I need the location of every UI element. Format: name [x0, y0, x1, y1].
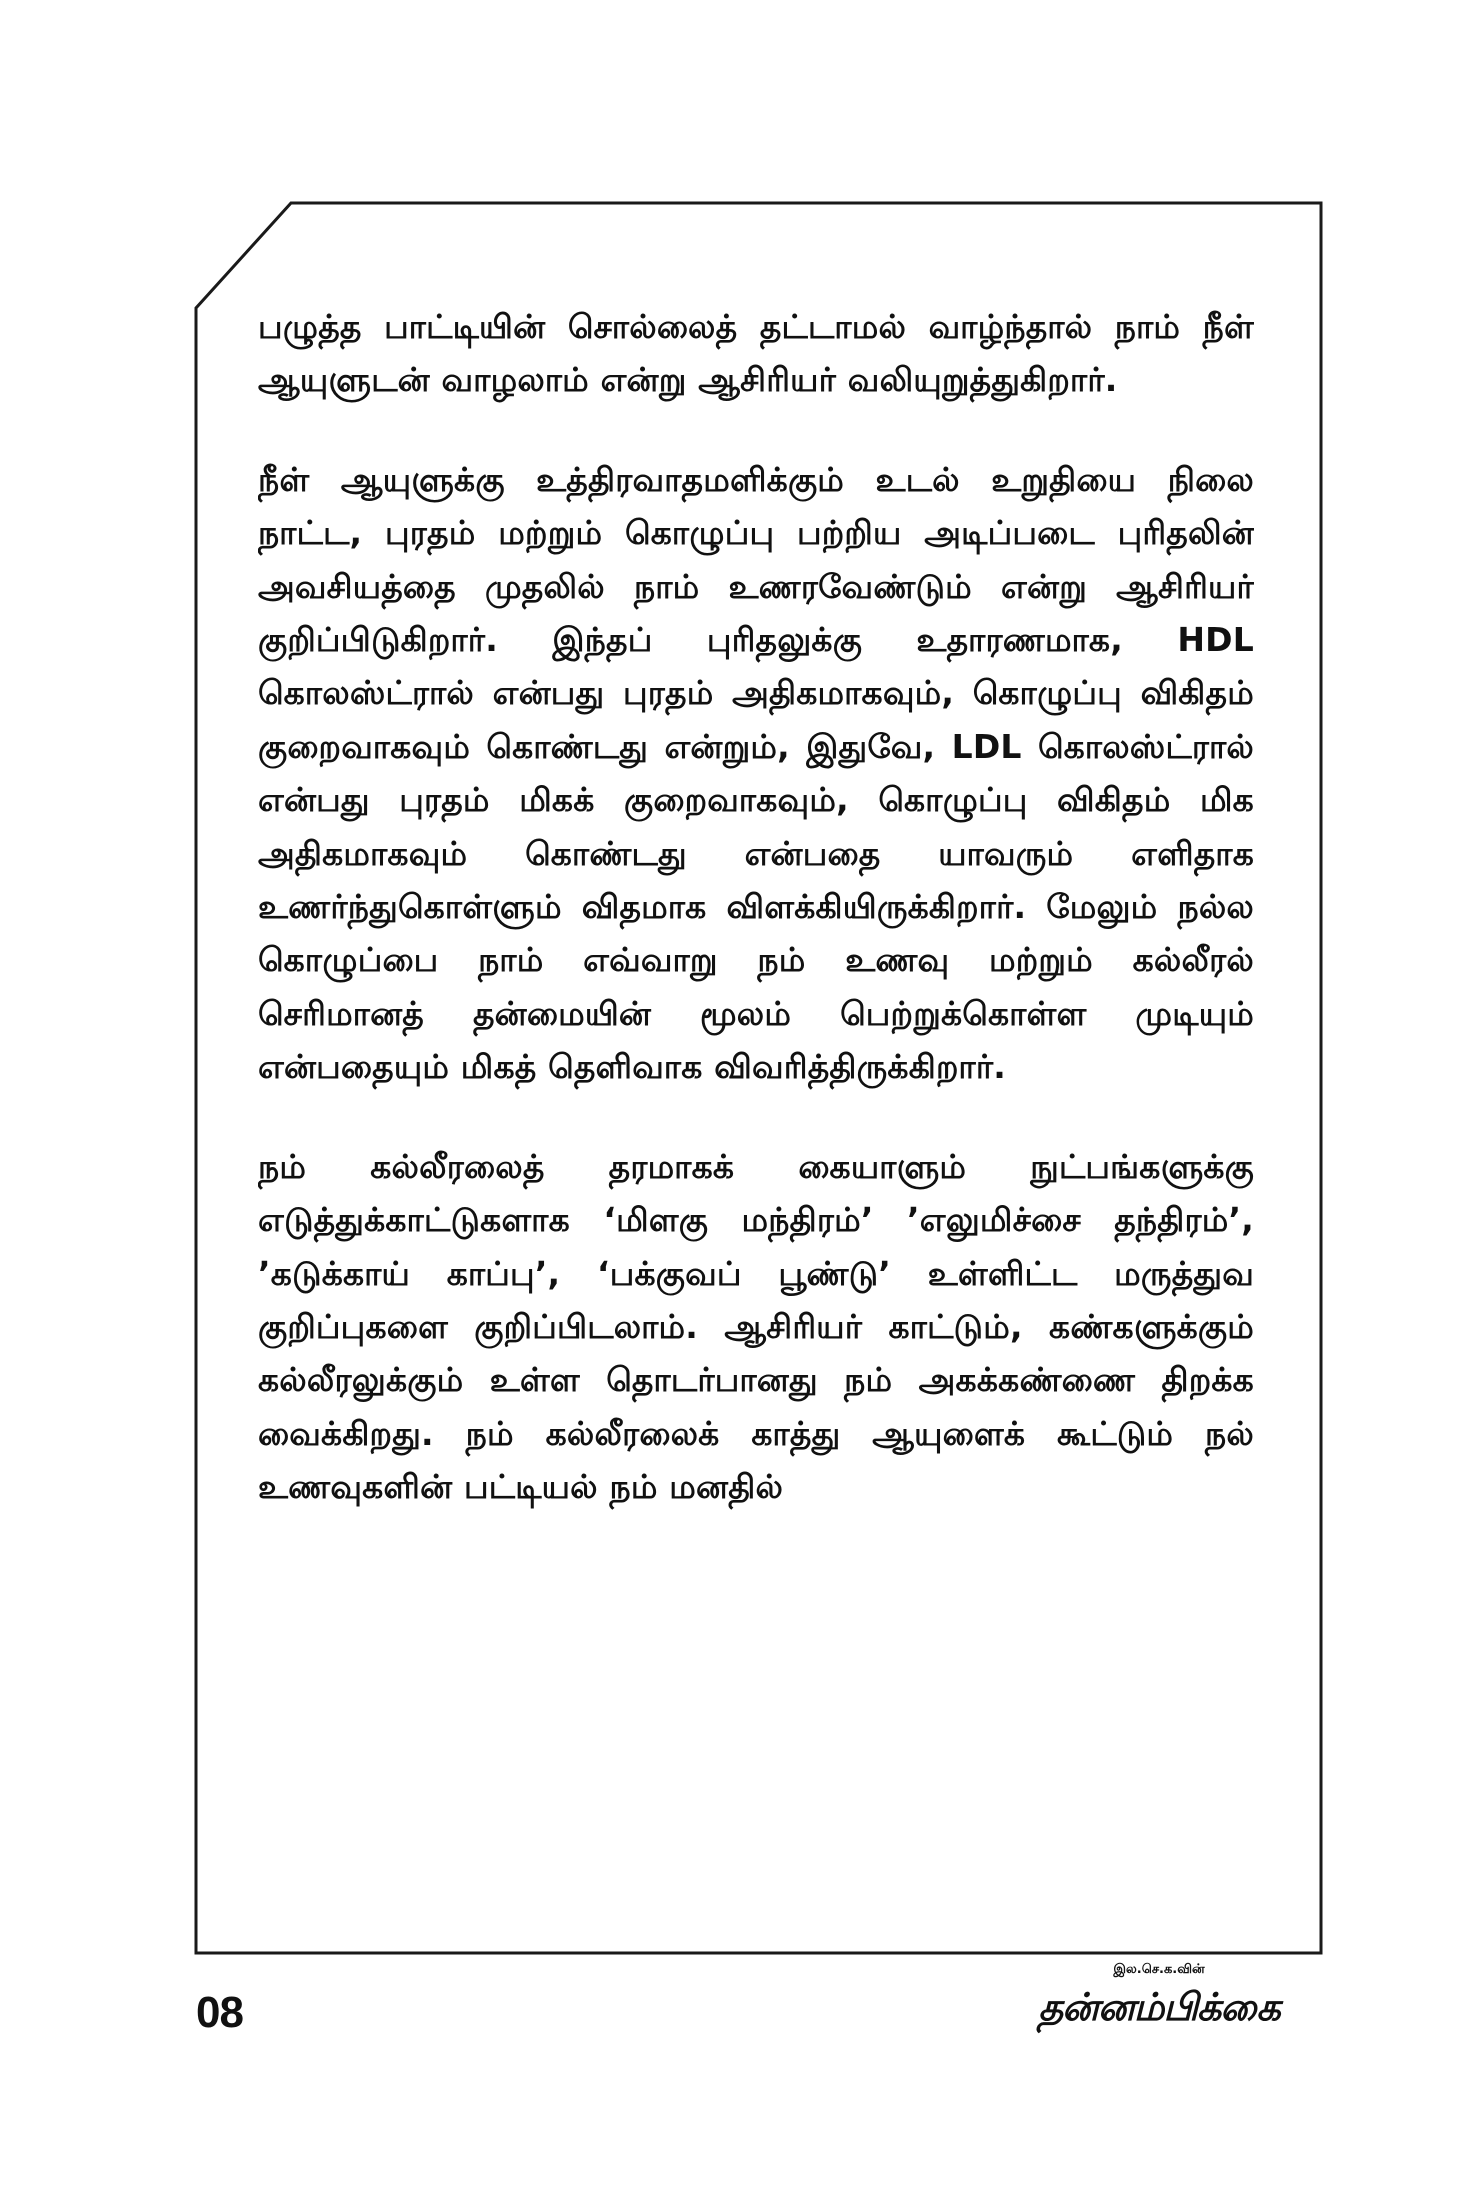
magazine-title: தன்னம்பிக்கை [1038, 1985, 1280, 2029]
page-number: 08 [196, 1988, 243, 2037]
magazine-masthead [994, 1962, 1324, 2030]
article-paragraph: நீள் ஆயுளுக்கு உத்திரவாதமளிக்கும் உடல் உறுதியை நிலை நாட்ட, புரதம் மற்றும் கொழுப்பு பற்றிய அடிப்படை புரிதலின் அவசியத்தை முதலில் நாம் உணரவேண்டும் என்று ஆசிரியர் குறிப்பிடுகிறார். இந்தப் புரிதலுக்கு உதாரணமாக, HDL கொலஸ்ட்ரால் என்பது புரதம் அதிகமாகவும், கொழுப்பு விகிதம் குறைவாகவும் கொண்டது என்றும், இதுவே, LDL கொலஸ்ட்ரால் என்பது புரதம் மிகக் குறைவாகவும், கொழுப்பு விகிதம் மிக அதிகமாகவும் கொண்டது என்பதை யாவரும் எளிதாக உணர்ந்துகொள்ளும் விதமாக விளக்கியிருக்கிறார். மேலும் நல்ல கொழுப்பை நாம் எவ்வாறு நம் உணவு மற்றும் கல்லீரல் செரிமானத் தன்மையின் மூலம் பெற்றுக்கொள்ள முடியும் என்பதையும் மிகத் தெளிவாக விவரித்திருக்கிறார். [258, 459, 1254, 1087]
article-body [258, 300, 1254, 1920]
masthead-byline: இல.செ.க.வின் [1113, 1962, 1205, 1977]
article-paragraph: பழுத்த பாட்டியின் சொல்லைத் தட்டாமல் வாழ்ந்தால் நாம் நீள் ஆயுளுடன் வாழலாம் என்று ஆசிரியர் வலியுறுத்துகிறார். [258, 307, 1254, 400]
article-paragraph: நம் கல்லீரலைத் தரமாகக் கையாளும் நுட்பங்களுக்கு எடுத்துக்காட்டுகளாக ‘மிளகு மந்திரம்’ ’எலுமிச்சை தந்திரம்’, ’கடுக்காய் காப்பு’, ‘பக்குவப் பூண்டு’ உள்ளிட்ட மருத்துவ குறிப்புகளை குறிப்பிடலாம். ஆசிரியர் காட்டும், கண்களுக்கும் கல்லீரலுக்கும் உள்ள தொடர்பானது நம் அகக்கண்ணை திறக்க வைக்கிறது. நம் கல்லீரலைக் காத்து ஆயுளைக் கூட்டும் நல் உணவுகளின் பட்டியல் நம் மனதில் [258, 1146, 1254, 1507]
